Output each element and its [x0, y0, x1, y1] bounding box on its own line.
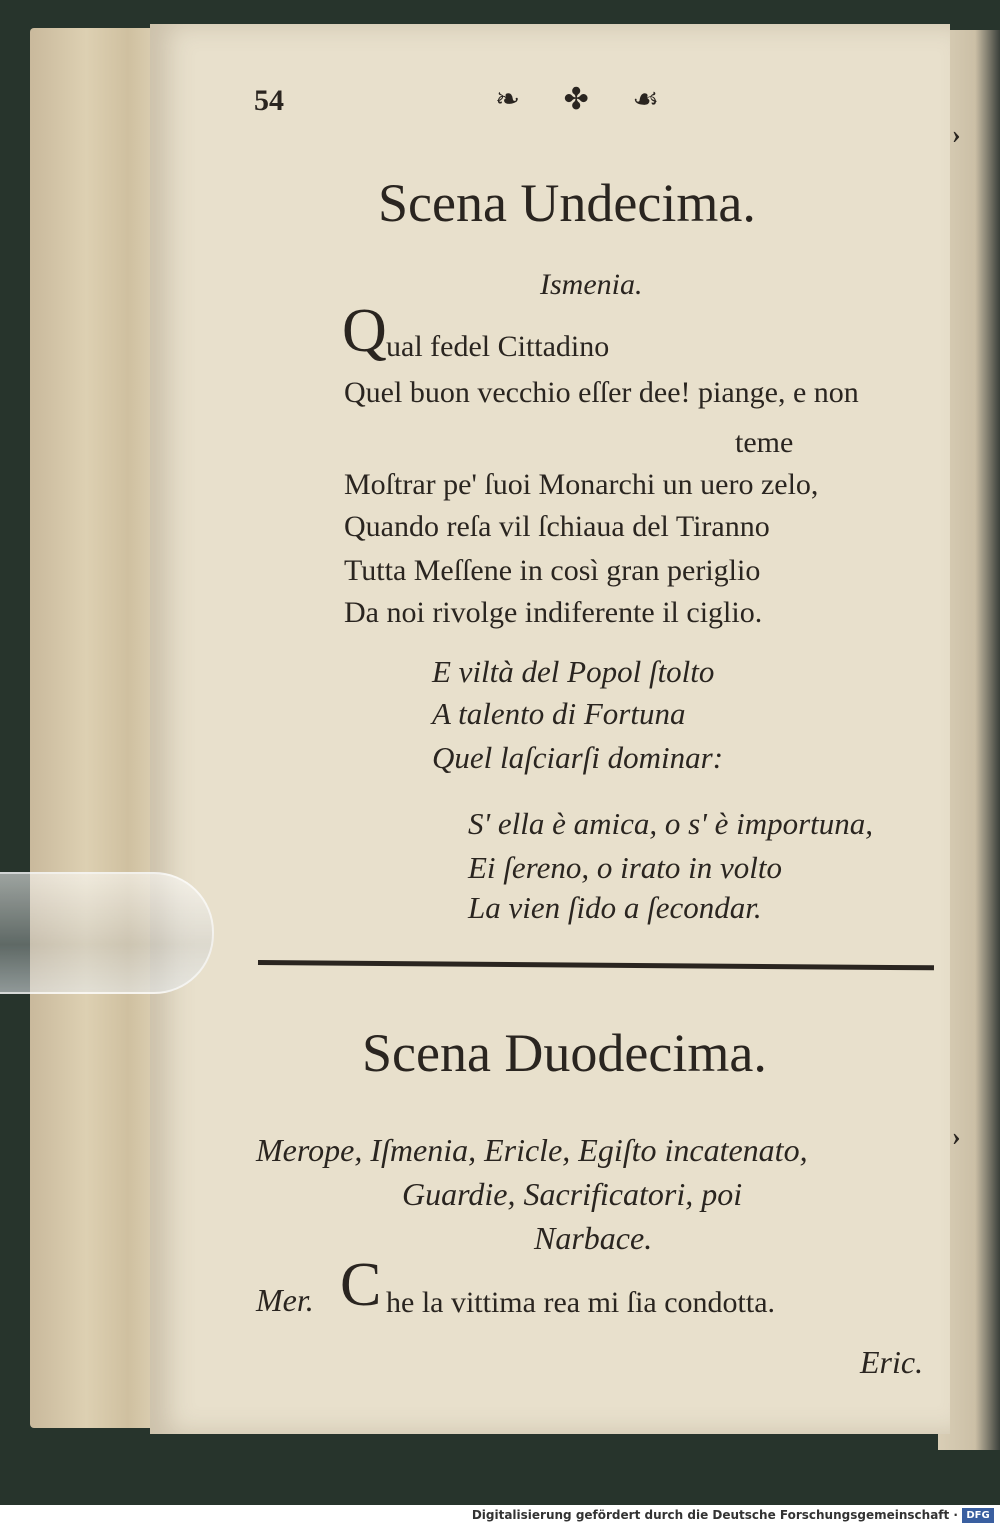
page-edge-mark: › [952, 120, 961, 149]
verse-line: he la vittima rea mi ſia condotta. [386, 1286, 776, 1319]
page-edge-mark: › [952, 1122, 961, 1151]
verse-line: Da noi rivolge indiferente il ciglio. [344, 596, 763, 629]
page-number: 54 [254, 84, 284, 117]
footer-credit: Digitalisierung gefördert durch die Deutsche Forschungsgemeinschaft · [471, 1508, 958, 1522]
footer-bar [0, 1505, 1000, 1527]
page-stack-left [30, 28, 170, 1428]
scene-title: Scena Duodecima. [362, 1023, 767, 1083]
verse-line: Tutta Meſſene in così gran periglio [344, 554, 761, 587]
speaker-abbr: Mer. [256, 1282, 314, 1318]
drop-cap: Q [342, 297, 387, 365]
speaker-name: Ismenia. [540, 268, 643, 301]
dfg-logo: DFG [962, 1508, 994, 1523]
verse-line: Quel buon vecchio eſſer dee! piange, e non [344, 376, 859, 409]
aria-line: A talento di Fortuna [432, 696, 686, 731]
aria-line: Ei ſereno, o irato in volto [468, 850, 782, 885]
aria-line: Quel laſciarſi dominar: [432, 740, 724, 775]
catchword: Eric. [860, 1344, 924, 1380]
verse-line: Moſtrar pe' ſuoi Monarchi un uero zelo, [344, 468, 819, 501]
glass-clip [0, 872, 214, 994]
cast-line: Narbace. [534, 1220, 653, 1256]
drop-cap: C [340, 1251, 382, 1319]
cast-line: Merope, Iſmenia, Ericle, Egiſto incatenato, [256, 1132, 808, 1168]
book-page [150, 24, 950, 1434]
section-divider [258, 960, 934, 970]
ornament-icon: ❧ ✤ ☙ [495, 83, 678, 116]
aria-line: S' ella è amica, o s' è importuna, [468, 806, 874, 841]
cast-line: Guardie, Sacrificatori, poi [402, 1176, 743, 1212]
verse-line: teme [735, 426, 794, 459]
verse-line: Quando reſa vil ſchiaua del Tiranno [344, 510, 770, 543]
scene-title: Scena Undecima. [378, 173, 756, 233]
aria-line: La vien ſido a ſecondar. [468, 890, 762, 925]
aria-line: E viltà del Popol ſtolto [432, 654, 715, 689]
verse-line: ual fedel Cittadino [386, 330, 610, 363]
